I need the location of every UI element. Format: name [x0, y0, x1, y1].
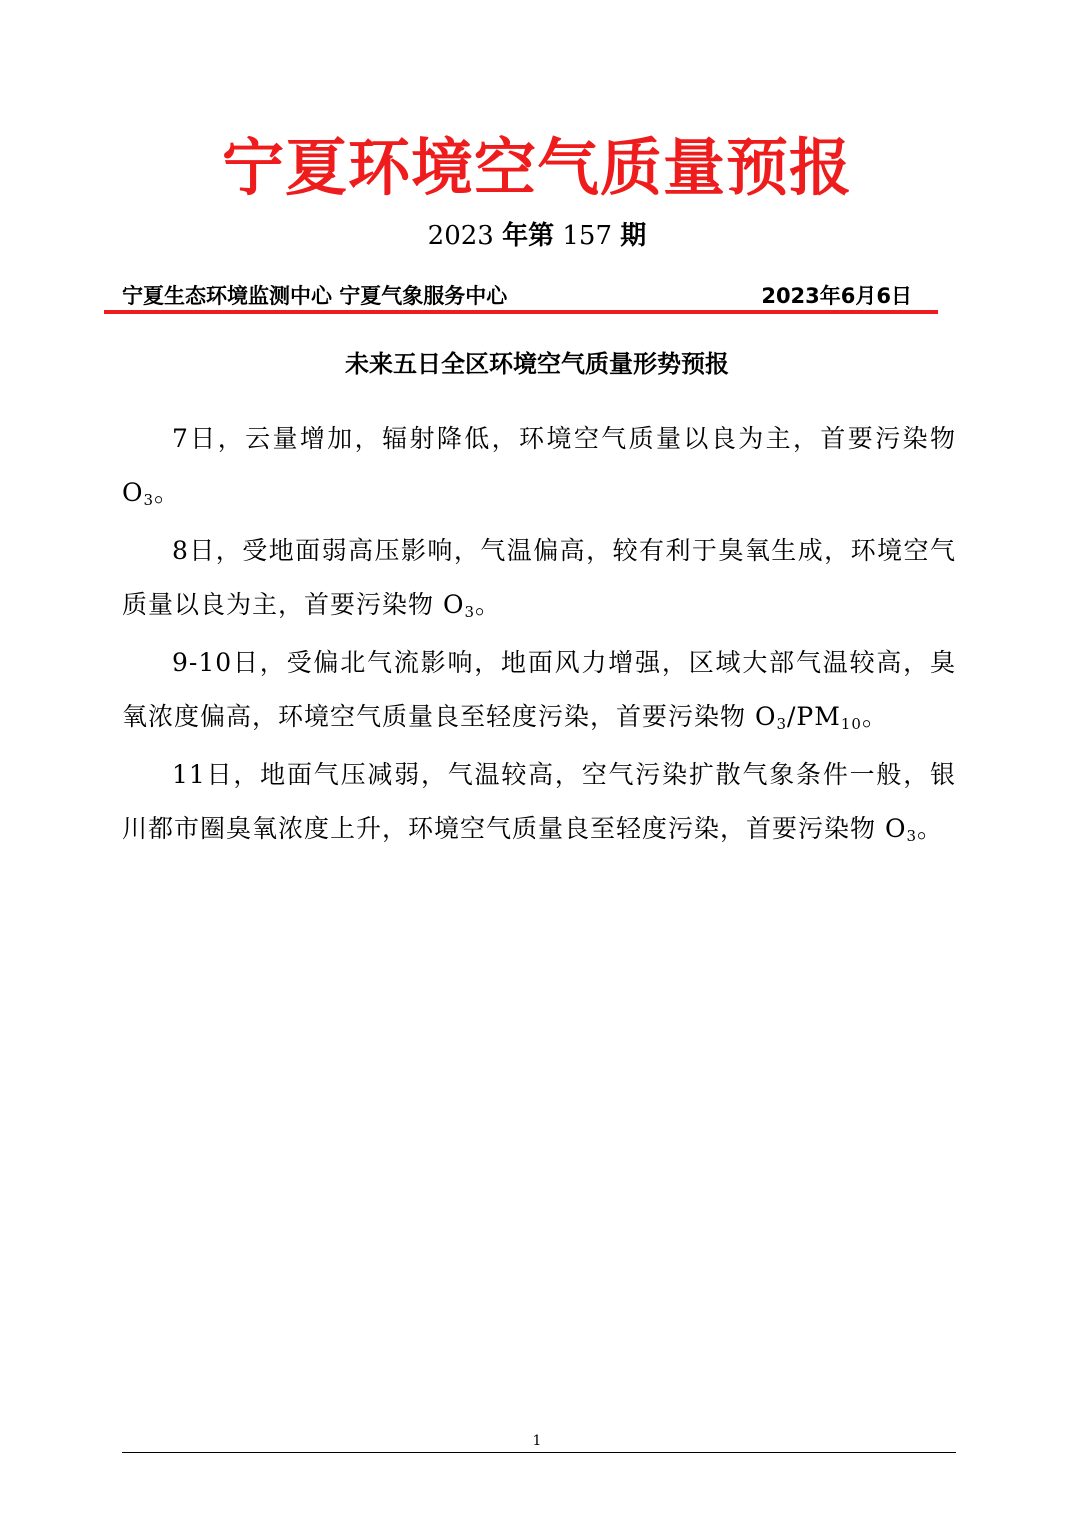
issue-number-line: [0, 218, 1074, 254]
forecast-body: [122, 412, 956, 860]
masthead-title: 宁夏环境空气质量预报: [221, 131, 852, 204]
forecast-paragraph-day9-10: 9-10日，受偏北气流影响，地面风力增强，区域大部气温较高，臭氧浓度偏高，环境空气质量良至轻度污染，首要污染物 $O_3/PM_{10}$。: [122, 648, 956, 733]
forecast-paragraph-day11: 11日，地面气压减弱，气温较高，空气污染扩散气象条件一般，银川都市圈臭氧浓度上升，环境空气质量良至轻度污染，首要污染物 $O_3$。: [122, 760, 956, 845]
footer-divider: [122, 1452, 956, 1453]
red-divider: [104, 310, 938, 314]
issuing-organizations: 宁夏生态环境监测中心 宁夏气象服务中心: [122, 284, 508, 308]
issue-number: 157: [562, 221, 613, 251]
issue-date: 2023年6月6日: [761, 284, 912, 308]
report-subtitle: 未来五日全区环境空气质量形势预报: [345, 350, 729, 378]
issuer-line: [122, 280, 912, 312]
issue-year-label: 年第: [502, 221, 555, 251]
issue-year: 2023: [427, 221, 494, 251]
issue-period-label: 期: [620, 221, 647, 251]
forecast-paragraph-day8: 8日，受地面弱高压影响，气温偏高，较有利于臭氧生成，环境空气质量以良为主，首要污染物 $O_3$。: [122, 536, 956, 621]
forecast-paragraph-day7: 7日，云量增加，辐射降低，环境空气质量以良为主，首要污染物 $O_3$。: [122, 424, 956, 509]
page-number: 1: [532, 1433, 542, 1449]
